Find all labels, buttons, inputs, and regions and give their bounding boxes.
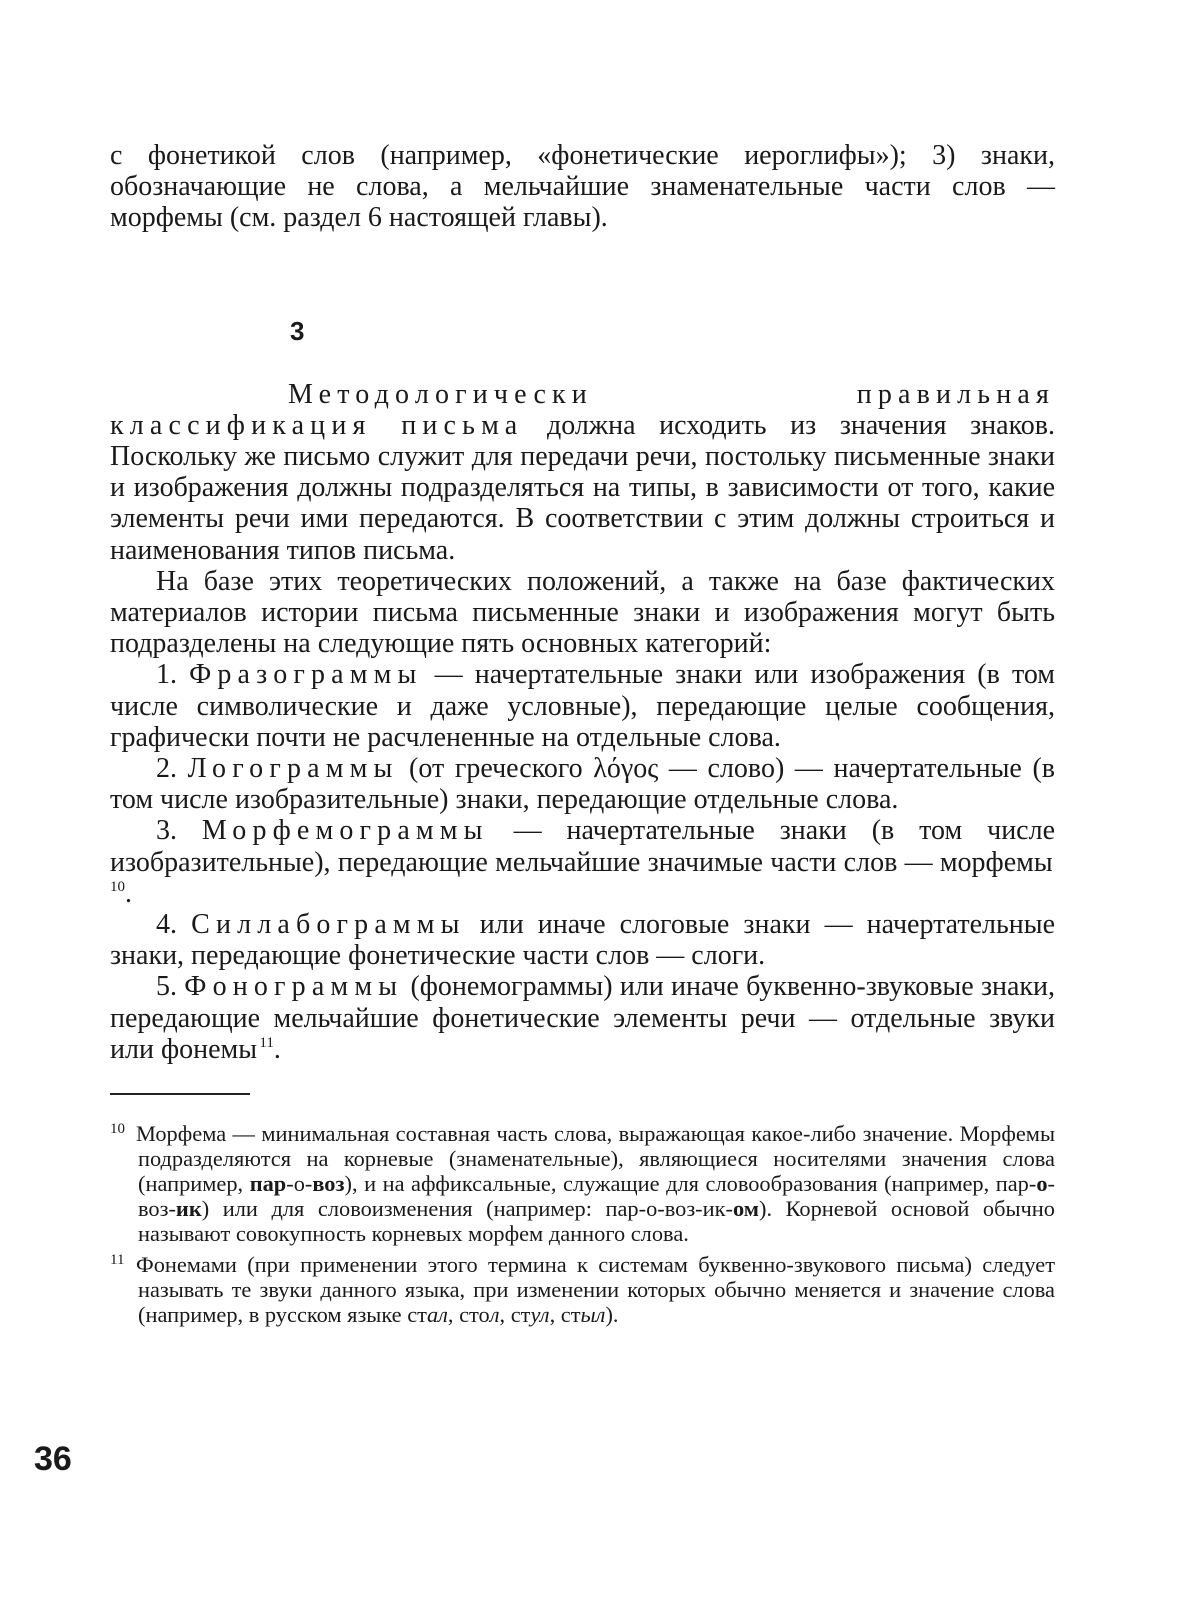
category-item [110,753,1055,815]
example-word: ст [560,1302,581,1328]
intro-paragraph: с фонетикой слов (например, «фонетические иероглифы»); 3) знаки, обозначающие не слова, а мельчайшие знаменательные части слов — морфемы (см. раздел 6 настоящей главы). [110,140,1055,234]
category-item [110,971,1055,1065]
item-text: — начертательные знаки или изображения (в том числе символические и даже условные), передающие целые сообщения, графически почти не расчлененные на отдельные слова. [110,659,1055,753]
example-vowel: у [530,1302,540,1328]
page-number: 36 [34,1440,72,1478]
footnote-text: ). [605,1302,619,1328]
item-text: (от греческого λόγος — слово) — начертательные (в том числе изобразительные) знаки, передающие отдельные слова. [110,753,1055,816]
example-vowel: ы [580,1302,596,1328]
classification-paragraph [110,379,1055,566]
example-vowel: а [426,1302,439,1328]
example-word: ст [510,1302,531,1328]
section-number: 3 [290,315,305,346]
morpheme-bold: воз [312,1171,345,1197]
example-vowel: о [478,1302,490,1328]
separator: , [447,1302,460,1328]
page-body [110,140,1055,1327]
item-number: 1. [156,659,177,691]
item-term: Логограммы [187,753,399,785]
example-word: л [539,1302,550,1328]
category-item [110,909,1055,971]
spaced-lead: Методологически правильная классификация письма [110,378,1055,441]
footnote-text: ). Корневой основой обычно называют совокупность корневых морфем данного слова. [138,1196,1055,1247]
item-text: или иначе слоговые знаки — начертательные знаки, передающие фонетические части слов — слоги. [110,909,1056,972]
example-word: ст [459,1302,479,1328]
item-term: Фразограммы [189,659,423,691]
example-word: л [438,1302,448,1328]
footnote-text: Морфема — минимальная составная часть слова, выражающая какое-либо значение. Морфемы подразделяются на корневые (знаменательные), являющиеся носителями значения слова (например, [136,1121,1055,1197]
item-term: Силлабограммы [191,909,466,941]
item-number: 2. [156,753,177,785]
footnote-text: -воз- [138,1171,1055,1222]
morpheme-bold: ик [175,1196,202,1222]
categories-intro-paragraph: На базе этих теоретических положений, а также на базе фактических материалов истории письма письменные знаки и изображения могут быть подразделены на следующие пять основных категорий: [110,565,1055,660]
footnote-divider [110,1093,250,1095]
footnote-11: 11 Фонемами (при применении этого термина к системам буквенно-звукового письма) следует называть те звуки данного языка, при изменении которых обычно меняется и значение слова (например, в русском языке стал, стол, стул, стыл). [110,1251,1055,1328]
item-tail: . [273,1033,281,1065]
example-word: ст [407,1302,427,1328]
example-word: л [489,1302,500,1328]
item-text: — начертательные знаки (в том числе изобразительные), передающие мельчайшие значимые части слов — морфемы [110,815,1056,878]
category-item [110,659,1055,753]
footnote-text: Фонемами (при применении этого термина к системам буквенно-звукового письма) следует называть те звуки данного языка, при изменении которых обычно меняется и значение слова (например, в русском языке [136,1252,1055,1328]
morpheme-bold: о [1036,1171,1048,1197]
footnote-ref: 10 [110,878,125,895]
classification-rest: должна исходить из значения знаков. Поскольку же письмо служит для передачи речи, постольку письменные знаки и изображения должны подразделяться на типы, в зависимости от того, какие элементы речи ими передаются. В соответствии с этим должны строиться и наименования типов письма. [110,409,1055,566]
footnote-10: 10 Морфема — минимальная составная часть слова, выражающая какое-либо значение. Морфемы подразделяются на корневые (знаменательные), являющиеся носителями значения слова (например, пар-о-воз), и на аффиксальные, служащие для словообразования (например, пар-о-воз-ик) или для словоизменения (например: пар-о-воз-ик-ом). Корневой основой обычно называют совокупность корневых морфем данного слова. [110,1120,1055,1247]
category-item [110,815,1055,909]
morpheme-bold: пар [249,1171,287,1197]
morpheme-bold: ом [732,1196,759,1222]
item-number: 4. [156,909,177,941]
item-tail: . [125,877,132,909]
item-term: Фонограммы [184,971,404,1003]
footnote-ref: 11 [259,1034,274,1051]
item-number: 5. [156,971,177,1003]
separator: , [499,1302,511,1328]
item-text: (фонемограммы) или иначе буквенно-звуковые знаки, передающие мельчайшие фонетические элементы речи — отдельные звуки или фонемы [110,971,1056,1065]
footnote-text: -о- [286,1171,313,1197]
item-term: Морфемограммы [201,815,489,847]
separator: , [549,1302,561,1328]
example-word: л [595,1302,606,1328]
item-number: 3. [156,815,177,847]
footnote-text: ) или для словоизменения (например: пар-о-воз-ик- [201,1196,733,1222]
footnote-text: ), и на аффиксальные, служащие для словообразования (например, пар- [344,1171,1037,1197]
